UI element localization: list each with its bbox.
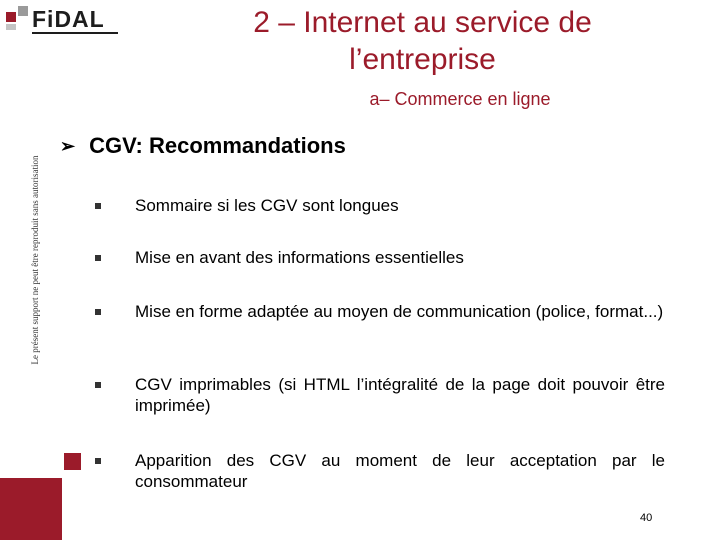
list-item [95,374,665,416]
square-bullet-icon [95,203,101,209]
fidal-logo [6,6,118,34]
section-heading [60,133,346,159]
page-number: 40 [640,512,653,524]
list-item-text: Mise en forme adaptée au moyen de communication (police, format...) [135,302,664,321]
square-bullet-icon [95,458,101,464]
copyright-side-note: Le présent support ne peut être reproduit sans autorisation [30,155,40,365]
logo-square-light [6,24,16,30]
list-item [95,301,665,322]
logo-square-gray [18,6,28,16]
slide-subtitle: a– Commerce en ligne [369,89,551,109]
square-bullet-icon [95,309,101,315]
list-item-text: Sommaire si les CGV sont longues [135,196,399,215]
list-item [95,247,665,268]
arrow-bullet-icon: ➢ [60,135,76,156]
slide-title: 2 – Internet au service de l’entreprise [253,6,592,76]
list-item [95,195,665,216]
section-heading-text: CGV: Recommandations [89,133,346,158]
square-bullet-icon [95,382,101,388]
list-item-text: Mise en avant des informations essentielles [135,248,464,267]
decorative-red-square [64,453,81,470]
decorative-red-block [0,478,62,540]
logo-text: FiDAL [32,6,105,32]
list-item [95,450,665,492]
list-item-text: Apparition des CGV au moment de leur acceptation par le consommateur [135,451,665,491]
list-item-text: CGV imprimables (si HTML l’intégralité de la page doit pouvoir être imprimée) [135,375,665,415]
logo-square-red [6,12,16,22]
logo-underline [32,32,118,34]
square-bullet-icon [95,255,101,261]
